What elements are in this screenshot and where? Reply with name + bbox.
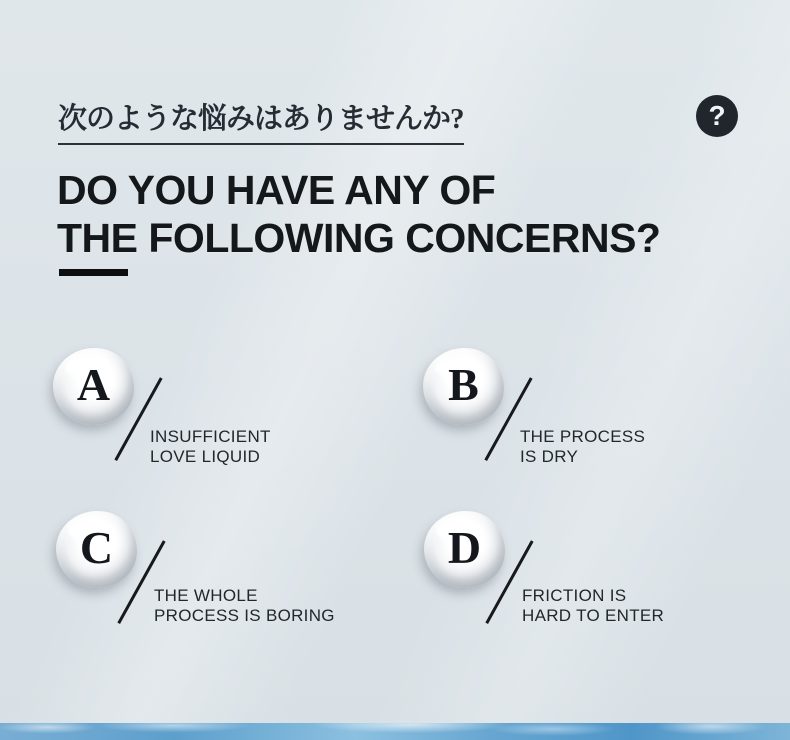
title-underline bbox=[59, 269, 128, 276]
concern-letter: B bbox=[448, 359, 479, 410]
concern-label-line2: PROCESS IS BORING bbox=[154, 606, 335, 625]
concern-item-c bbox=[56, 511, 386, 656]
concern-label bbox=[150, 427, 271, 467]
concern-item-b bbox=[423, 348, 753, 493]
concern-letter: C bbox=[79, 522, 114, 573]
water-drop-icon bbox=[56, 511, 137, 588]
concern-label-line2: HARD TO ENTER bbox=[522, 606, 665, 625]
water-drop-icon bbox=[424, 511, 505, 588]
concern-label-line2: LOVE LIQUID bbox=[150, 447, 261, 466]
concern-label-line2: IS DRY bbox=[520, 447, 579, 466]
jp-subtitle: 次のような悩みはありませんか? bbox=[58, 96, 464, 145]
concern-letter: D bbox=[447, 522, 482, 573]
concern-label bbox=[520, 427, 645, 467]
concern-label-line1: THE WHOLE bbox=[154, 586, 258, 605]
concern-label-line1: INSUFFICIENT bbox=[150, 427, 271, 446]
question-mark-icon bbox=[696, 95, 738, 137]
water-surface-image bbox=[0, 723, 790, 740]
concern-label bbox=[154, 586, 335, 626]
concern-letter: A bbox=[76, 359, 111, 410]
page-title bbox=[57, 166, 660, 262]
concern-label-line1: THE PROCESS bbox=[520, 427, 646, 446]
question-mark-glyph: ? bbox=[708, 100, 726, 131]
concern-label bbox=[522, 586, 664, 626]
water-drop-icon bbox=[423, 348, 504, 425]
concern-item-a bbox=[53, 348, 383, 493]
page-title-line2: THE FOLLOWING CONCERNS? bbox=[57, 215, 661, 261]
page-title-line1: DO YOU HAVE ANY OF bbox=[57, 167, 496, 213]
concern-label-line1: FRICTION IS bbox=[522, 586, 627, 605]
water-drop-icon bbox=[53, 348, 134, 425]
concern-item-d bbox=[424, 511, 754, 656]
